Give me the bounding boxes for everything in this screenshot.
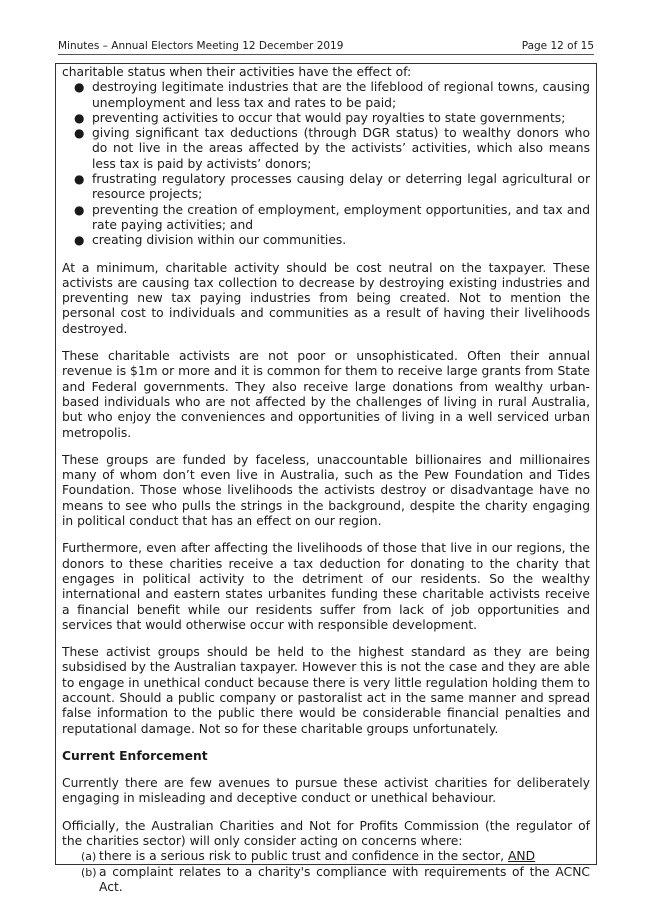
paragraph: These charitable activists are not poor or unsophisticated. Often their annual revenue is $1m or more and it is common for them to receive large grants from State and Federal governments. They also receive large donations from wealthy urban-based individuals who are not affected by the challenges of living in rural Australia, but who enjoy the conveniences and opportunities of living in a well serviced urban metropolis. (62, 349, 590, 440)
paragraph: These activist groups should be held to the highest standard as they are being subsidised by the Australian taxpayer. However this is not the case and they are able to engage in unethical conduct because there is very little regulation holding them to account. Should a public company or pastoralist act in the same manner and spread false information to the public there would be considerable financial penalties and reputational damage. Not so for these charitable groups unfortunately. (62, 645, 590, 736)
bullet-icon: ● (74, 126, 85, 141)
bullet-icon: ● (74, 110, 85, 125)
list-item: ● destroying legitimate industries that are the lifeblood of regional towns, causing unemployment and less tax and rates to be paid; (74, 80, 590, 110)
page-number: Page 12 of 15 (521, 40, 594, 52)
effects-list (62, 80, 590, 248)
header-rule (58, 54, 594, 55)
list-item: (a) there is a serious risk to public trust and confidence in the sector, AND (81, 849, 536, 864)
intro-line: charitable status when their activities have the effect of: (62, 65, 412, 79)
paragraph: Currently there are few avenues to pursue these activist charities for deliberately engaging in misleading and deceptive conduct or unethical behaviour. (62, 776, 590, 806)
paragraph: At a minimum, charitable activity should be cost neutral on the taxpayer. These activists are causing tax collection to decrease by destroying existing industries and preventing new tax paying industries from being created. Not to mention the personal cost to individuals and communities as a result of having their livelihoods destroyed. (62, 260, 590, 336)
paragraph: Officially, the Australian Charities and Not for Profits Commission (the regulator of the charities sector) will only consider acting on concerns where: (62, 818, 590, 849)
list-item: ● creating division within our communities. (74, 233, 347, 248)
document-body (62, 65, 590, 895)
list-item: ● frustrating regulatory processes causing delay or deterring legal agricultural or resource projects; (74, 172, 590, 202)
list-item: ● preventing the creation of employment, employment opportunities, and tax and rate paying activities; and (74, 202, 590, 232)
criteria-list (62, 849, 590, 895)
emphasis-and: AND (508, 849, 536, 864)
list-marker: (b) (81, 865, 97, 879)
bullet-icon: ● (74, 233, 85, 248)
bullet-icon: ● (74, 202, 85, 217)
list-item: (b) a complaint relates to a charity's compliance with requirements of the ACNC Act. (81, 864, 590, 894)
bullet-icon: ● (74, 172, 85, 187)
list-item: ● preventing activities to occur that would pay royalties to state governments; (74, 110, 566, 125)
paragraph: These groups are funded by faceless, unaccountable billionaires and millionaires many of whom don’t even live in Australia, such as the Pew Foundation and Tides Foundation. Those whose livelihoods the activists destroy or disadvantage have no means to see who pulls the strings in the background, despite the charity engaging in political conduct that has an effect on our region. (62, 452, 590, 529)
list-marker: (a) (81, 850, 97, 864)
list-item: ● giving significant tax deductions (through DGR status) to wealthy donors who do not live in the areas affected by the activists’ activities, which also means less tax is paid by activists’ donors; (74, 126, 590, 171)
page-header (58, 40, 594, 54)
bullet-icon: ● (74, 80, 85, 95)
document-title: Minutes – Annual Electors Meeting 12 December 2019 (58, 40, 344, 52)
paragraph: Furthermore, even after affecting the livelihoods of those that live in our regions, the donors to these charities receive a tax deduction for donating to the charity that engages in political activity to the detriment of our residents. So the wealthy international and eastern states urbanites funding these charitable activists receive a financial benefit while our residents suffer from lack of job opportunities and services that would otherwise occur with responsible development. (62, 541, 590, 632)
section-heading: Current Enforcement (62, 748, 208, 763)
